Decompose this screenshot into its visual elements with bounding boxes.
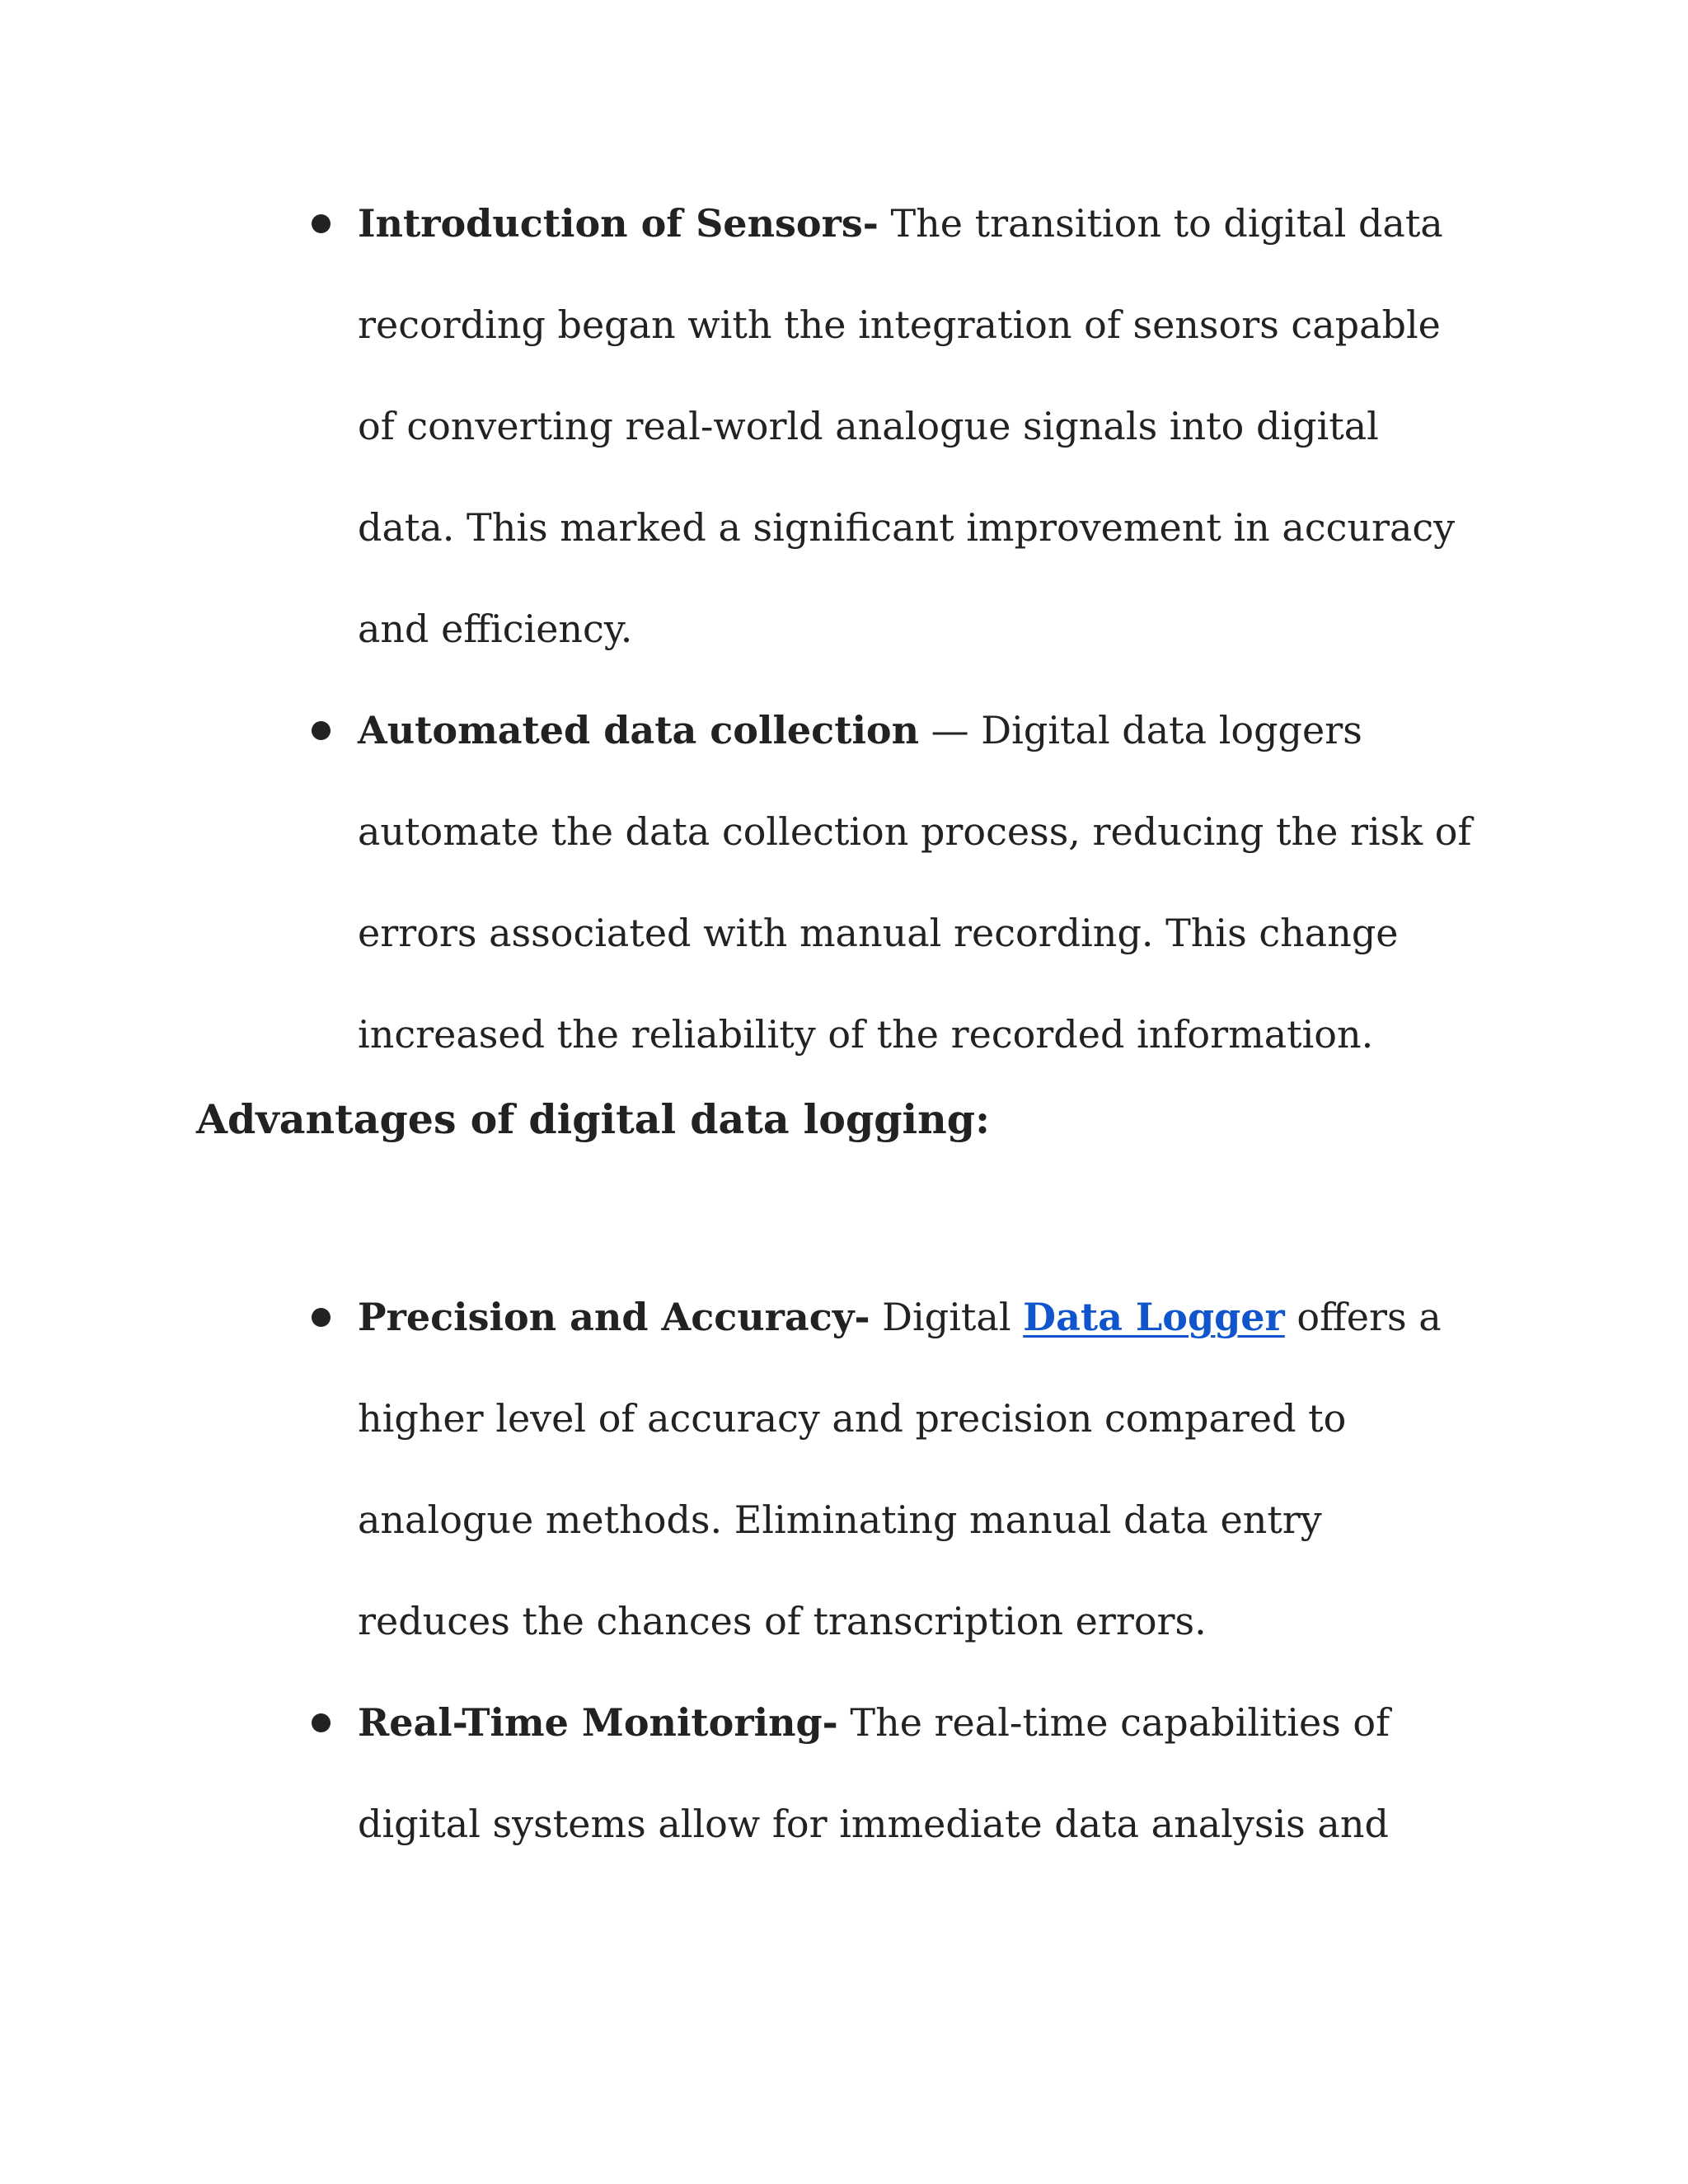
data-logger-link[interactable]: Data Logger (1023, 1295, 1285, 1339)
list-item-text: Digital (870, 1295, 1024, 1339)
bullet-point-icon (312, 721, 331, 740)
bullet-list-advantages (297, 1267, 1484, 1875)
list-item-term: Precision and Accuracy- (358, 1295, 870, 1339)
bullet-list-history (297, 173, 1484, 1085)
list-item-text: The transition to digital data recording began with the integration of sensors capable of converting real-world analogue signals into digital data. This marked a significant improvement in accuracy and efficiency. (358, 201, 1456, 651)
list-item-introduction-of-sensors (297, 173, 1484, 680)
bullet-point-icon (312, 214, 331, 233)
list-item-text: The real-time capabilities of digital systems allow for immediate data analysis and (358, 1700, 1390, 1846)
bullet-point-icon (312, 1308, 331, 1327)
list-item-precision-and-accuracy (297, 1267, 1484, 1672)
bullet-point-icon (312, 1713, 331, 1732)
list-item-term: Automated data collection (358, 708, 920, 752)
section-heading: Advantages of digital data logging: (196, 1095, 991, 1143)
list-item-real-time-monitoring (297, 1672, 1484, 1875)
list-item-text: — Digital data loggers automate the data collection process, reducing the risk of errors associated with manual recording. This change increased the reliability of the recorded information. (358, 708, 1472, 1057)
list-item-term: Introduction of Sensors- (358, 201, 879, 246)
list-item-text: offers a higher level of accuracy and precision compared to analogue methods. Eliminating manual data entry reduces the chances of transcription errors. (358, 1295, 1442, 1643)
list-item-term: Real-Time Monitoring- (358, 1700, 838, 1745)
list-item-automated-data-collection (297, 680, 1484, 1085)
